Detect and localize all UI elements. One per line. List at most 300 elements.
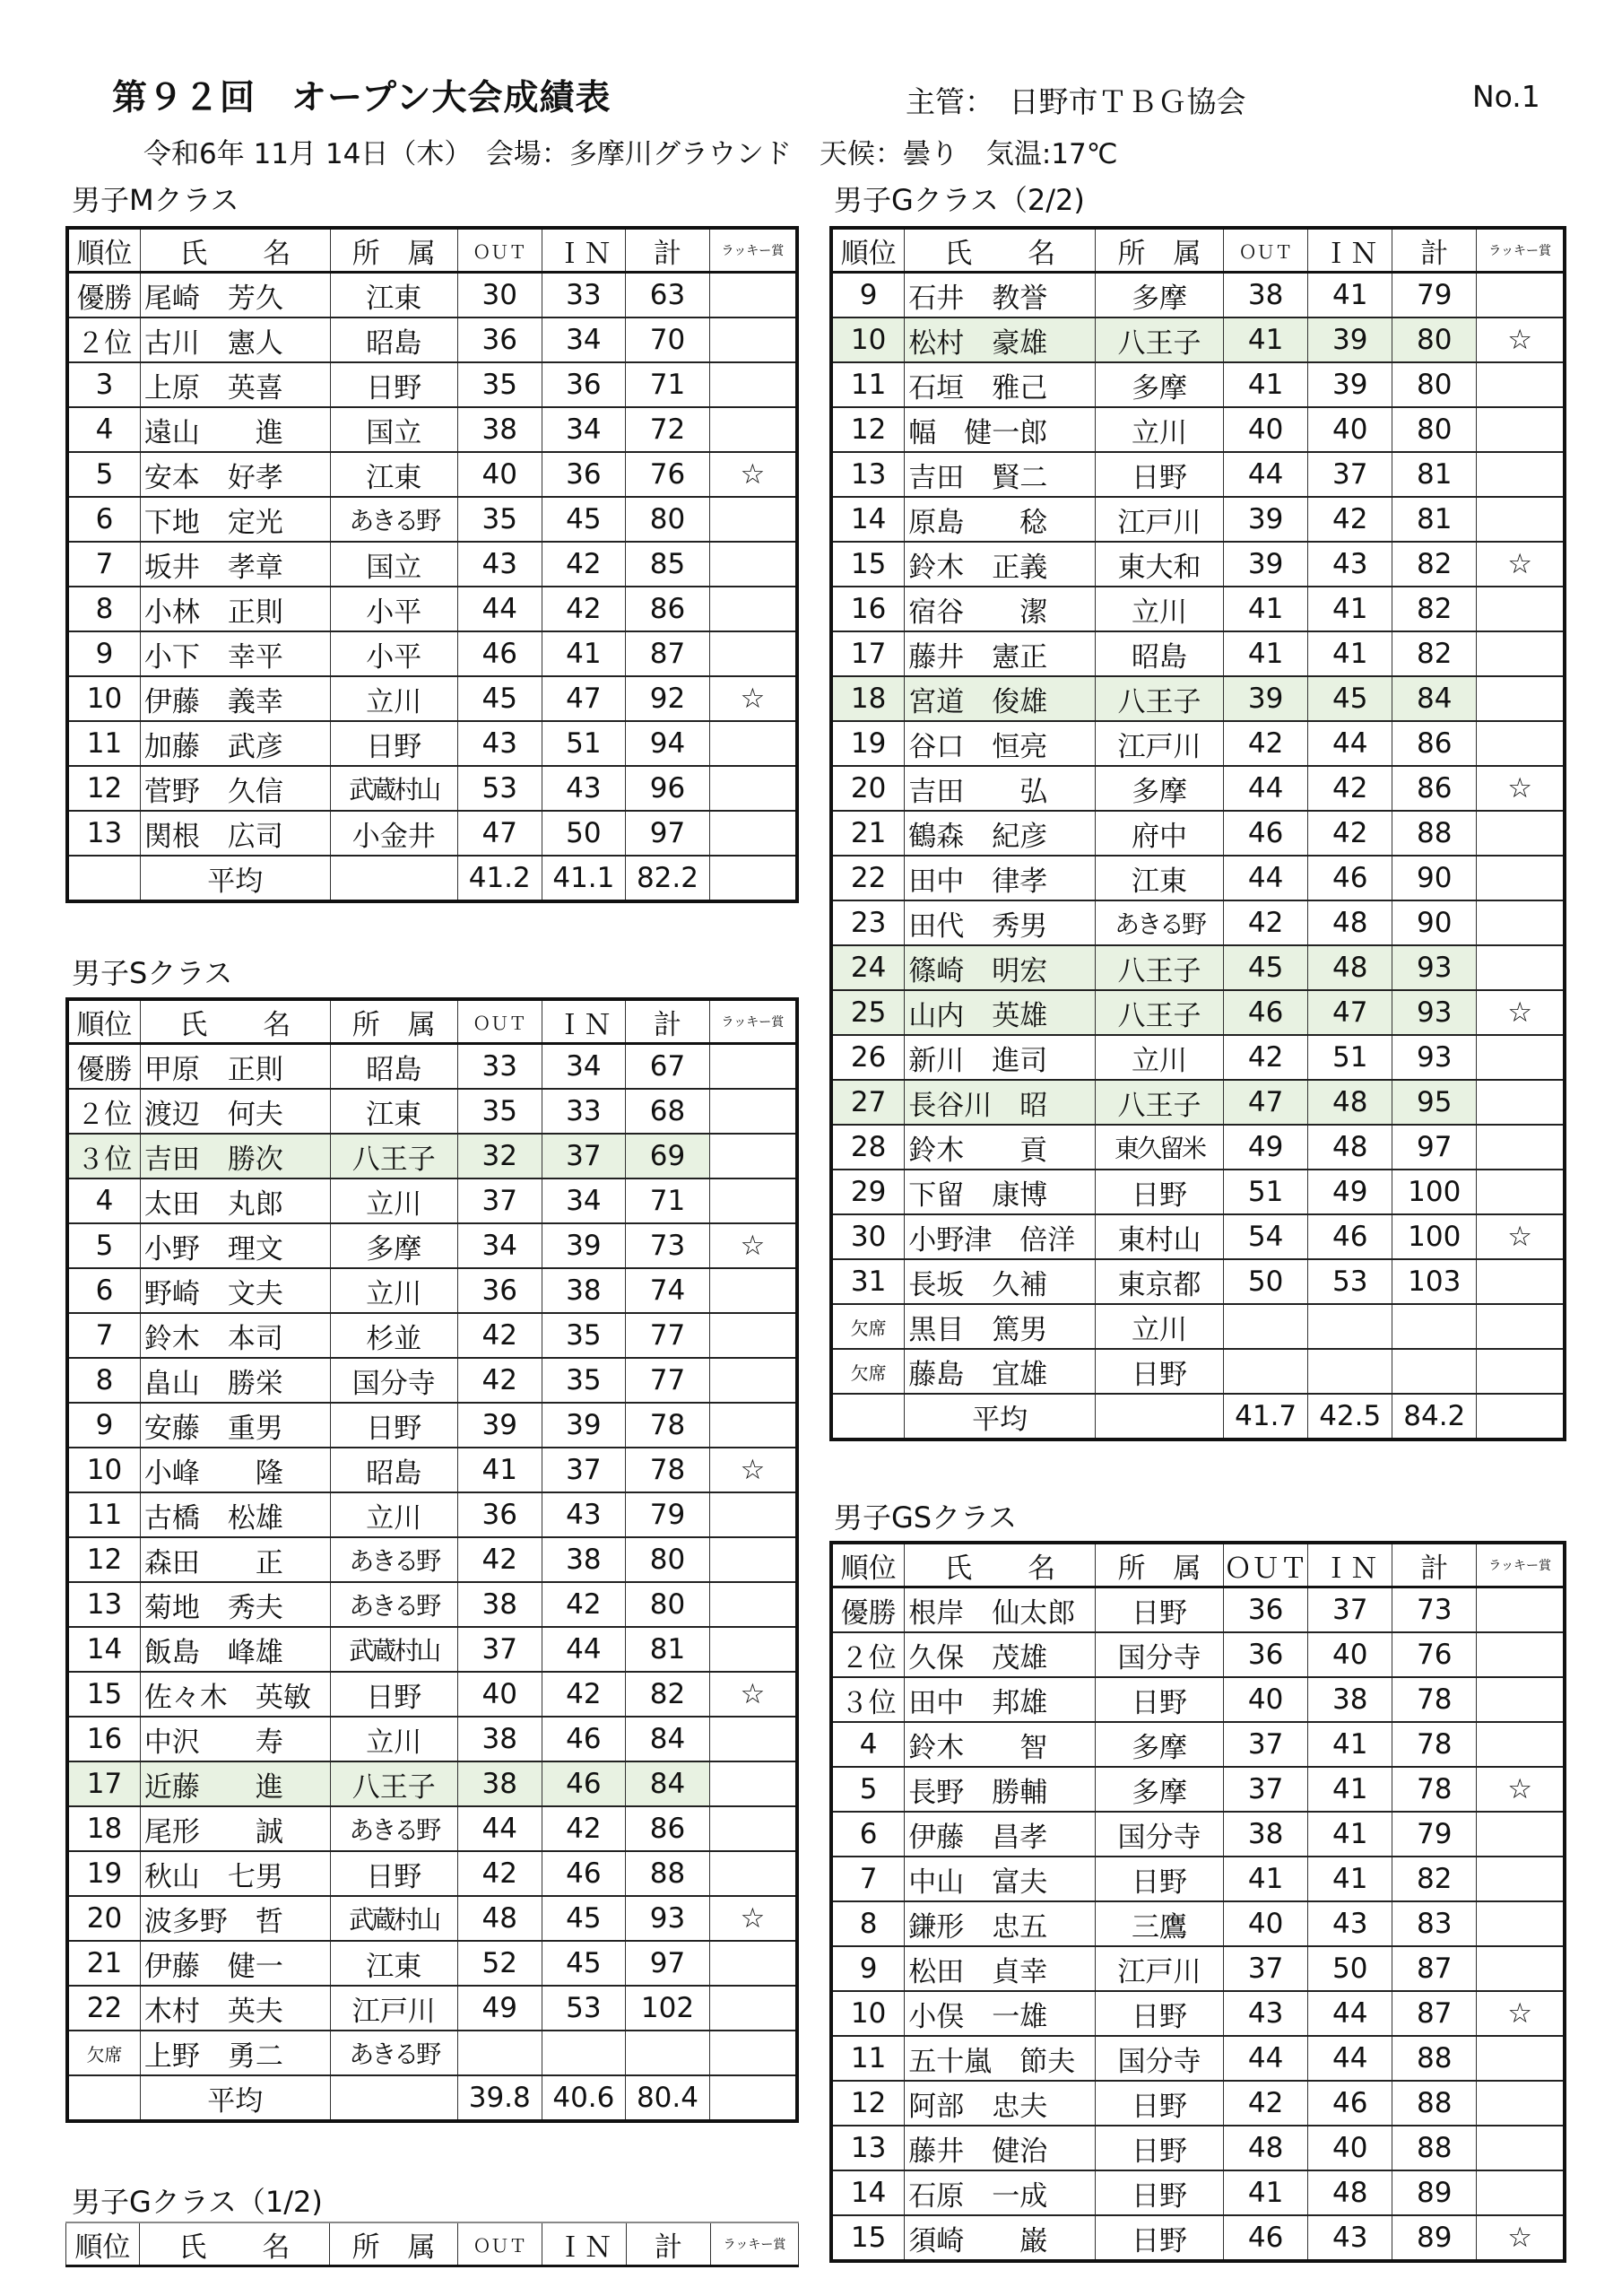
name-cell: 須崎 巌	[905, 2215, 1096, 2261]
col-header-in: ＩＮ	[1308, 228, 1392, 273]
club-cell: 日野	[1095, 2126, 1223, 2170]
name-cell: 山内 英雄	[905, 990, 1096, 1035]
club-cell: 江戸川	[330, 1986, 457, 2031]
rank-cell: 11	[67, 1492, 140, 1537]
out-score-cell: 41	[1224, 362, 1308, 407]
rank-cell: 11	[67, 721, 140, 766]
total-score-cell: 77	[626, 1313, 710, 1358]
name-cell: 古橋 松雄	[140, 1492, 330, 1537]
total-score-cell: 63	[626, 273, 710, 318]
out-score-cell: 38	[457, 1582, 542, 1627]
club-cell: 立川	[330, 1492, 457, 1537]
lucky-prize-cell	[709, 1089, 797, 1134]
club-cell: 杉並	[330, 1313, 457, 1358]
club-cell: 日野	[1095, 452, 1223, 497]
out-score-cell: 42	[457, 1313, 542, 1358]
name-cell: 田中 律孝	[905, 856, 1096, 900]
average-blank	[709, 856, 797, 901]
lucky-prize-cell: ☆	[1477, 317, 1565, 362]
col-header-in: ＩＮ	[542, 2222, 627, 2266]
total-score-cell: 79	[626, 1492, 710, 1537]
lucky-prize-cell	[709, 631, 797, 676]
in-score-cell: 34	[542, 1178, 626, 1223]
col-header-in: ＩＮ	[542, 999, 626, 1044]
out-score-cell: 37	[1224, 1946, 1308, 1991]
in-score-cell: 48	[1308, 1080, 1392, 1125]
average-out: 41.7	[1224, 1394, 1308, 1439]
lucky-prize-cell	[1477, 900, 1565, 945]
in-score-cell: 42	[542, 1582, 626, 1627]
section-title-g2: 男子Gクラス（2/2)	[834, 183, 1085, 217]
club-cell: 江東	[330, 1941, 457, 1986]
table-row	[831, 1125, 1565, 1170]
lucky-prize-cell	[1477, 273, 1565, 318]
club-cell: 立川	[1095, 587, 1223, 631]
rank-cell: 25	[831, 990, 905, 1035]
out-score-cell: 44	[457, 587, 542, 631]
name-cell: 松田 貞幸	[905, 1946, 1096, 1991]
total-score-cell: 80	[626, 1582, 710, 1627]
table-row	[67, 1223, 797, 1268]
club-cell: 日野	[330, 1851, 457, 1896]
page-title: 第９２回 オープン大会成績表	[112, 78, 612, 118]
lucky-prize-cell	[709, 1851, 797, 1896]
table-row	[831, 900, 1565, 945]
col-header-total: 計	[626, 228, 710, 273]
name-cell: 石原 一成	[905, 2170, 1096, 2215]
lucky-prize-cell	[1477, 407, 1565, 452]
table-row	[67, 273, 797, 318]
rank-cell: 20	[831, 766, 905, 811]
table-row	[831, 811, 1565, 856]
lucky-prize-cell	[1477, 2126, 1565, 2170]
in-score-cell: 51	[542, 721, 626, 766]
rank-cell: 6	[67, 1268, 140, 1313]
rank-cell: 9	[67, 1403, 140, 1448]
in-score-cell: 34	[542, 1044, 626, 1090]
rank-cell: 17	[831, 631, 905, 676]
total-score-cell: 84	[626, 1761, 710, 1806]
lucky-prize-cell	[1477, 676, 1565, 721]
in-score-cell: 39	[1308, 317, 1392, 362]
in-score-cell: 43	[1308, 1901, 1392, 1946]
name-cell: 伊藤 健一	[140, 1941, 330, 1986]
rank-cell: ２位	[67, 317, 140, 362]
lucky-prize-cell	[709, 1986, 797, 2031]
out-score-cell: 30	[457, 273, 542, 318]
club-cell: 東久留米	[1095, 1125, 1223, 1170]
col-header-name: 氏 名	[140, 999, 330, 1044]
name-cell: 藤井 健治	[905, 2126, 1096, 2170]
table-row	[67, 2031, 797, 2075]
rank-cell: 8	[67, 587, 140, 631]
header-row	[831, 228, 1565, 273]
rank-cell: 9	[831, 273, 905, 318]
rank-cell: 12	[67, 766, 140, 811]
total-score-cell: 87	[626, 631, 710, 676]
club-cell: 多摩	[1095, 1722, 1223, 1767]
table-row	[67, 1448, 797, 1492]
club-cell: 武蔵村山	[330, 1627, 457, 1672]
lucky-prize-cell	[709, 1403, 797, 1448]
out-score-cell: 41	[1224, 631, 1308, 676]
table-row	[67, 362, 797, 407]
out-score-cell: 40	[1224, 407, 1308, 452]
table-row	[67, 1313, 797, 1358]
rank-cell: 18	[831, 676, 905, 721]
out-score-cell: 45	[1224, 945, 1308, 990]
average-label: 平均	[140, 856, 330, 901]
rank-cell: 19	[67, 1851, 140, 1896]
col-header-rank: 順位	[831, 228, 905, 273]
out-score-cell: 35	[457, 497, 542, 542]
out-score-cell: 37	[1224, 1722, 1308, 1767]
lucky-prize-cell	[1477, 452, 1565, 497]
total-score-cell: 67	[626, 1044, 710, 1090]
rank-cell: 4	[67, 1178, 140, 1223]
table-row	[67, 542, 797, 587]
col-header-lucky: ラッキー賞	[710, 2222, 798, 2266]
lucky-prize-cell	[709, 811, 797, 856]
table-row	[67, 407, 797, 452]
table-row	[831, 1677, 1565, 1722]
col-header-rank: 順位	[67, 228, 140, 273]
average-out: 39.8	[457, 2075, 542, 2121]
in-score-cell: 38	[542, 1268, 626, 1313]
rank-cell: ３位	[67, 1134, 140, 1178]
total-score-cell: 76	[1392, 1632, 1477, 1677]
in-score-cell: 41	[1308, 1767, 1392, 1812]
table-row	[831, 1214, 1565, 1259]
in-score-cell: 50	[542, 811, 626, 856]
table-row	[67, 1178, 797, 1223]
out-score-cell: 46	[1224, 2215, 1308, 2261]
in-score-cell: 45	[542, 1941, 626, 1986]
table-row	[67, 1986, 797, 2031]
total-score-cell: 87	[1392, 1991, 1477, 2036]
in-score-cell: 53	[1308, 1259, 1392, 1304]
average-row	[831, 1394, 1565, 1439]
lucky-prize-cell	[1477, 1349, 1565, 1394]
in-score-cell: 46	[1308, 1214, 1392, 1259]
club-cell: 日野	[330, 1672, 457, 1717]
club-cell: 立川	[330, 1178, 457, 1223]
average-row	[67, 856, 797, 901]
total-score-cell: 82	[1392, 587, 1477, 631]
table-row	[67, 1134, 797, 1178]
club-cell: 八王子	[1095, 945, 1223, 990]
club-cell: 府中	[1095, 811, 1223, 856]
club-cell: 日野	[1095, 1587, 1223, 1633]
lucky-prize-cell: ☆	[709, 1672, 797, 1717]
average-label: 平均	[140, 2075, 330, 2121]
page-number: No.1	[1472, 79, 1540, 114]
col-header-lucky: ラッキー賞	[1477, 228, 1565, 273]
table-row	[67, 1717, 797, 1761]
in-score-cell: 36	[542, 452, 626, 497]
name-cell: 近藤 進	[140, 1761, 330, 1806]
average-total: 80.4	[626, 2075, 710, 2121]
lucky-prize-cell	[1477, 1946, 1565, 1991]
col-header-lucky: ラッキー賞	[1477, 1543, 1565, 1587]
out-score-cell: 41	[1224, 2170, 1308, 2215]
out-score-cell: 46	[1224, 990, 1308, 1035]
average-total: 82.2	[626, 856, 710, 901]
club-cell: 八王子	[1095, 1080, 1223, 1125]
total-score-cell: 73	[1392, 1587, 1477, 1633]
club-cell: 立川	[330, 1268, 457, 1313]
total-score-cell: 80	[1392, 362, 1477, 407]
lucky-prize-cell	[709, 273, 797, 318]
lucky-prize-cell: ☆	[1477, 1767, 1565, 1812]
out-score-cell: 42	[457, 1358, 542, 1403]
total-score-cell: 82	[626, 1672, 710, 1717]
col-header-total: 計	[626, 999, 710, 1044]
in-score-cell: 48	[1308, 900, 1392, 945]
lucky-prize-cell	[1477, 497, 1565, 542]
club-cell: 江東	[330, 273, 457, 318]
table-row	[831, 1304, 1565, 1349]
in-score-cell: 43	[1308, 2215, 1392, 2261]
lucky-prize-cell	[1477, 2170, 1565, 2215]
club-cell: 小平	[330, 631, 457, 676]
out-score-cell: 49	[457, 1986, 542, 2031]
club-cell: 八王子	[330, 1134, 457, 1178]
name-cell: 畠山 勝栄	[140, 1358, 330, 1403]
table-row	[67, 1851, 797, 1896]
name-cell: 飯島 峰雄	[140, 1627, 330, 1672]
name-cell: 藤島 宜雄	[905, 1349, 1096, 1394]
lucky-prize-cell	[709, 1582, 797, 1627]
rank-cell: 21	[67, 1941, 140, 1986]
total-score-cell: 100	[1392, 1170, 1477, 1214]
out-score-cell: 42	[1224, 900, 1308, 945]
club-cell: あきる野	[330, 497, 457, 542]
total-score-cell: 86	[626, 1806, 710, 1851]
lucky-prize-cell	[709, 362, 797, 407]
out-score-cell: 44	[1224, 452, 1308, 497]
rank-cell: 欠席	[831, 1349, 905, 1394]
in-score-cell: 45	[542, 497, 626, 542]
name-cell: 小峰 隆	[140, 1448, 330, 1492]
name-cell: 藤井 憲正	[905, 631, 1096, 676]
out-score-cell: 40	[457, 1672, 542, 1717]
out-score-cell: 41	[1224, 587, 1308, 631]
lucky-prize-cell: ☆	[709, 1223, 797, 1268]
name-cell: 秋山 七男	[140, 1851, 330, 1896]
out-score-cell: 48	[1224, 2126, 1308, 2170]
club-cell: 日野	[330, 1403, 457, 1448]
table-row	[831, 497, 1565, 542]
table-row	[67, 1044, 797, 1090]
in-score-cell: 43	[542, 766, 626, 811]
total-score-cell: 74	[626, 1268, 710, 1313]
total-score-cell: 96	[626, 766, 710, 811]
table-row	[67, 1806, 797, 1851]
in-score-cell: 42	[1308, 497, 1392, 542]
rank-cell: 11	[831, 362, 905, 407]
table-row	[67, 1268, 797, 1313]
header-row	[66, 2222, 799, 2266]
out-score-cell: 43	[1224, 1991, 1308, 2036]
table-row	[831, 1035, 1565, 1080]
in-score-cell: 40	[1308, 1632, 1392, 1677]
in-score-cell: 39	[1308, 362, 1392, 407]
out-score-cell: 53	[457, 766, 542, 811]
out-score-cell: 50	[1224, 1259, 1308, 1304]
out-score-cell: 36	[457, 1268, 542, 1313]
rank-cell: 欠席	[831, 1304, 905, 1349]
name-cell: 安藤 重男	[140, 1403, 330, 1448]
club-cell: 江東	[330, 452, 457, 497]
out-score-cell: 44	[1224, 2036, 1308, 2081]
club-cell: 日野	[1095, 1991, 1223, 2036]
rank-cell: 23	[831, 900, 905, 945]
in-score-cell: 40	[1308, 407, 1392, 452]
in-score-cell: 41	[1308, 1812, 1392, 1857]
out-score-cell: 34	[457, 1223, 542, 1268]
rank-cell: 7	[67, 1313, 140, 1358]
table-row	[67, 1672, 797, 1717]
in-score-cell: 46	[1308, 2081, 1392, 2126]
in-score-cell: 43	[1308, 542, 1392, 587]
lucky-prize-cell	[1477, 1259, 1565, 1304]
lucky-prize-cell	[709, 1761, 797, 1806]
name-cell: 田中 邦雄	[905, 1677, 1096, 1722]
out-score-cell: 44	[457, 1806, 542, 1851]
lucky-prize-cell	[709, 1178, 797, 1223]
section-title-m: 男子Mクラス	[72, 183, 239, 217]
table-row	[831, 1857, 1565, 1901]
total-score-cell: 88	[1392, 811, 1477, 856]
rank-cell: 10	[831, 317, 905, 362]
total-score-cell: 97	[626, 1941, 710, 1986]
lucky-prize-cell	[1477, 1632, 1565, 1677]
club-cell: 立川	[1095, 1304, 1223, 1349]
average-blank	[67, 2075, 140, 2121]
table-row	[831, 1767, 1565, 1812]
results-table-g2	[829, 226, 1566, 1441]
lucky-prize-cell: ☆	[1477, 1991, 1565, 2036]
name-cell: 古川 憲人	[140, 317, 330, 362]
total-score-cell	[1392, 1349, 1477, 1394]
name-cell: 加藤 武彦	[140, 721, 330, 766]
average-blank	[709, 2075, 797, 2121]
rank-cell: 4	[831, 1722, 905, 1767]
total-score-cell: 81	[1392, 452, 1477, 497]
section-title-g1: 男子Gクラス（1/2)	[72, 2185, 323, 2219]
total-score-cell: 84	[1392, 676, 1477, 721]
col-header-total: 計	[1392, 1543, 1477, 1587]
name-cell: 谷口 恒亮	[905, 721, 1096, 766]
table-row	[67, 1537, 797, 1582]
out-score-cell: 33	[457, 1044, 542, 1090]
club-cell: 昭島	[330, 317, 457, 362]
out-score-cell: 40	[1224, 1901, 1308, 1946]
section-title-s: 男子Sクラス	[72, 956, 233, 990]
out-score-cell: 38	[1224, 1812, 1308, 1857]
rank-cell: 12	[831, 2081, 905, 2126]
results-table-g1	[65, 2222, 799, 2267]
table-row	[831, 676, 1565, 721]
name-cell: 波多野 哲	[140, 1896, 330, 1941]
lucky-prize-cell	[1477, 1677, 1565, 1722]
rank-cell: 13	[831, 2126, 905, 2170]
out-score-cell: 54	[1224, 1214, 1308, 1259]
col-header-total: 計	[1392, 228, 1477, 273]
average-blank	[831, 1394, 905, 1439]
out-score-cell: 41	[457, 1448, 542, 1492]
in-score-cell: 35	[542, 1313, 626, 1358]
club-cell: 東大和	[1095, 542, 1223, 587]
rank-cell: 8	[831, 1901, 905, 1946]
out-score-cell: 40	[457, 452, 542, 497]
rank-cell: 17	[67, 1761, 140, 1806]
total-score-cell: 80	[626, 497, 710, 542]
rank-cell: 優勝	[67, 1044, 140, 1090]
rank-cell: 6	[831, 1812, 905, 1857]
table-row	[831, 2036, 1565, 2081]
lucky-prize-cell	[709, 2031, 797, 2075]
club-cell: 国立	[330, 407, 457, 452]
lucky-prize-cell	[1477, 856, 1565, 900]
in-score-cell: 41	[1308, 587, 1392, 631]
in-score-cell: 41	[1308, 631, 1392, 676]
col-header-club: 所 属	[1095, 1543, 1223, 1587]
out-score-cell: 40	[1224, 1677, 1308, 1722]
rank-cell: 29	[831, 1170, 905, 1214]
table-row	[67, 1627, 797, 1672]
name-cell: 吉田 弘	[905, 766, 1096, 811]
in-score-cell: 44	[1308, 2036, 1392, 2081]
name-cell: 黒目 篤男	[905, 1304, 1096, 1349]
table-row	[831, 1812, 1565, 1857]
total-score-cell	[1392, 1304, 1477, 1349]
out-score-cell: 35	[457, 362, 542, 407]
total-score-cell: 79	[1392, 273, 1477, 318]
total-score-cell: 68	[626, 1089, 710, 1134]
lucky-prize-cell	[1477, 362, 1565, 407]
total-score-cell: 78	[1392, 1677, 1477, 1722]
club-cell: 多摩	[1095, 766, 1223, 811]
club-cell: 多摩	[1095, 1767, 1223, 1812]
total-score-cell: 89	[1392, 2215, 1477, 2261]
lucky-prize-cell	[709, 1537, 797, 1582]
club-cell: 日野	[1095, 1349, 1223, 1394]
lucky-prize-cell	[709, 407, 797, 452]
club-cell: あきる野	[330, 1582, 457, 1627]
total-score-cell: 82	[1392, 631, 1477, 676]
out-score-cell: 36	[457, 1492, 542, 1537]
lucky-prize-cell	[1477, 1304, 1565, 1349]
club-cell: 日野	[1095, 1170, 1223, 1214]
col-header-out: ＯＵＴ	[1224, 1543, 1308, 1587]
rank-cell: 21	[831, 811, 905, 856]
total-score-cell	[626, 2031, 710, 2075]
lucky-prize-cell: ☆	[709, 1896, 797, 1941]
name-cell: 中山 富夫	[905, 1857, 1096, 1901]
table-row	[831, 1901, 1565, 1946]
club-cell: 昭島	[1095, 631, 1223, 676]
in-score-cell: 39	[542, 1403, 626, 1448]
total-score-cell: 86	[1392, 721, 1477, 766]
lucky-prize-cell: ☆	[709, 676, 797, 721]
out-score-cell: 32	[457, 1134, 542, 1178]
out-score-cell: 43	[457, 721, 542, 766]
out-score-cell: 37	[457, 1178, 542, 1223]
table-row	[831, 273, 1565, 318]
lucky-prize-cell	[1477, 1857, 1565, 1901]
